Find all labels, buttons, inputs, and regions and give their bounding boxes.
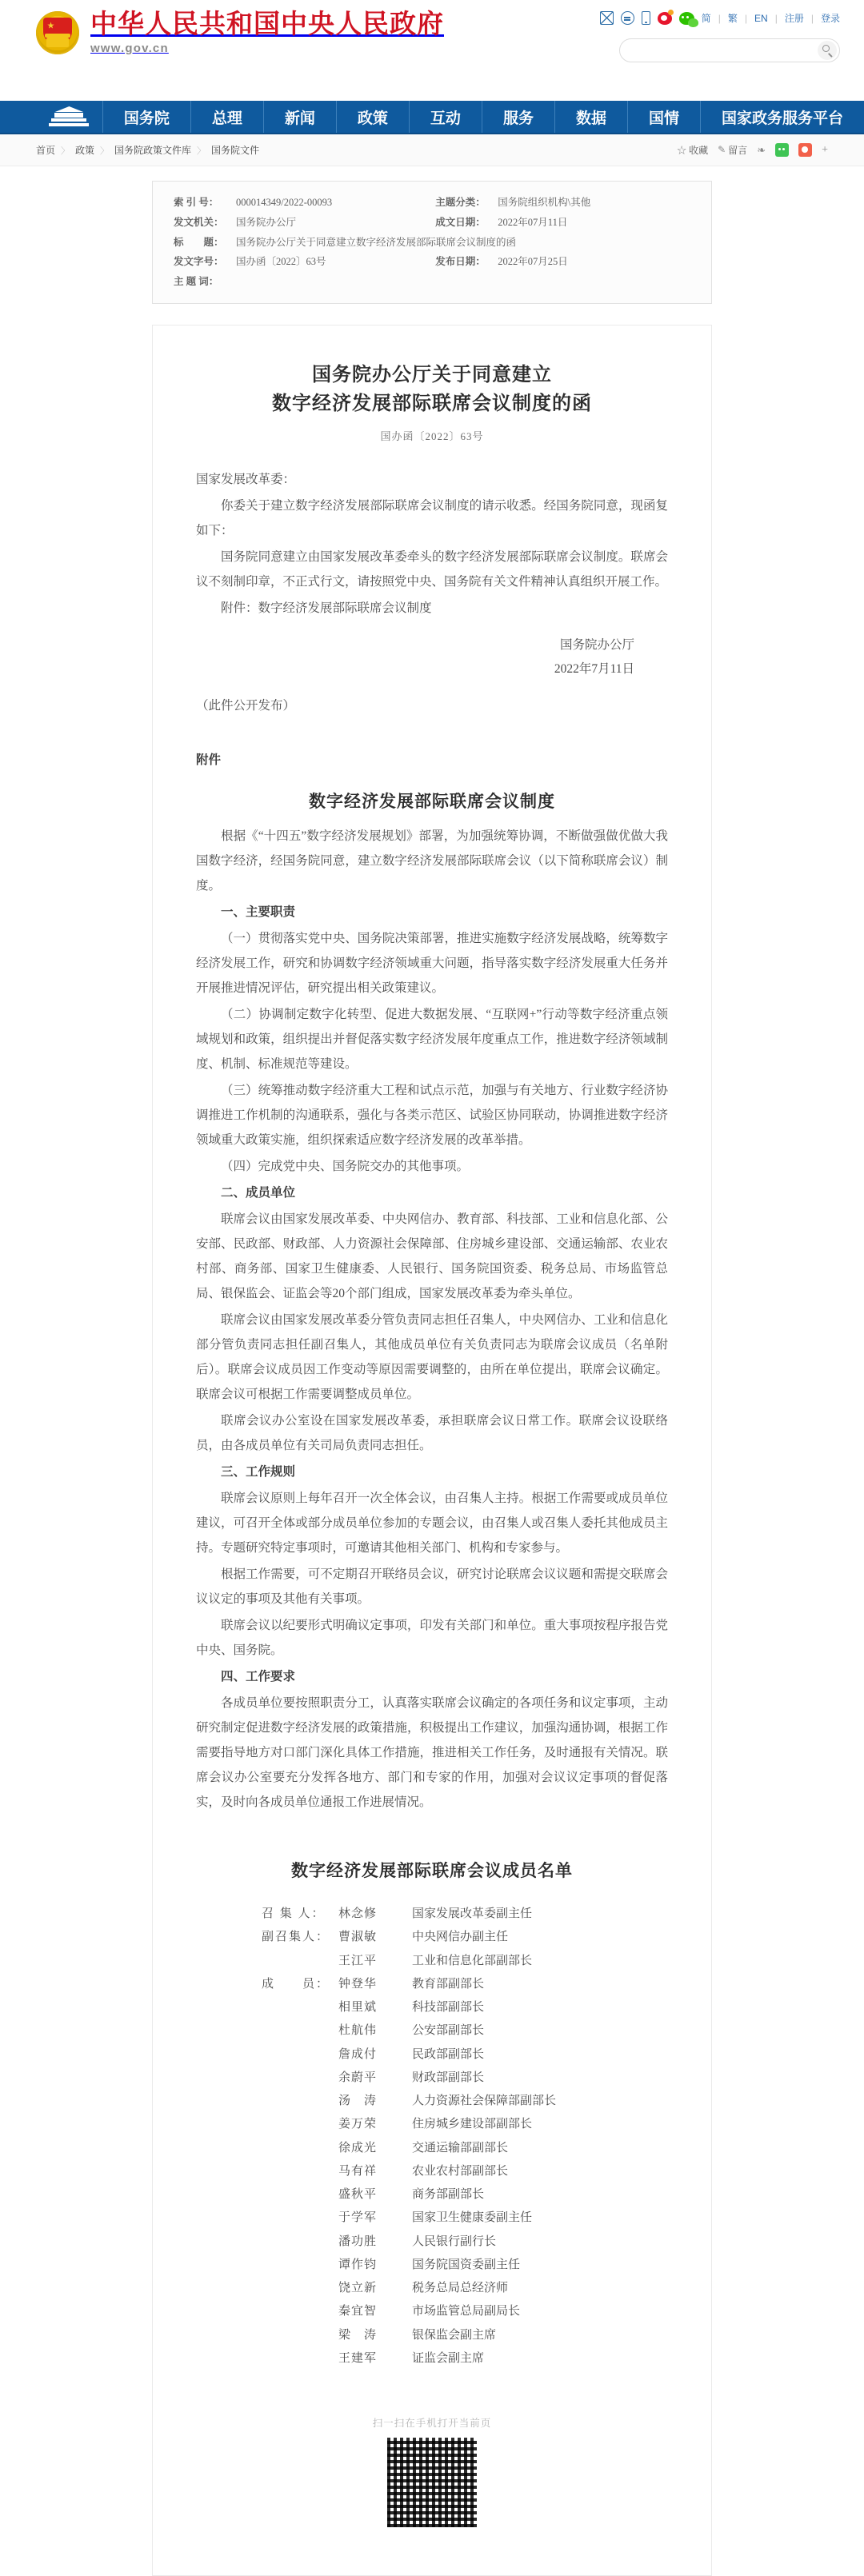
roster-role: 副召集人： (262, 1931, 330, 1944)
breadcrumb-item-policy[interactable]: 政策 (75, 145, 95, 156)
roster-post: 国家发展改革委副主任 (412, 1907, 533, 1921)
roster-name: 秦宜智 (338, 2305, 378, 2318)
roster-post: 国务院国资委副主任 (412, 2258, 521, 2271)
list-item (262, 2254, 668, 2277)
section-2-paragraph: 联席会议办公室设在国家发展改革委，承担联席会议日常工作。联席会议设联络员，由各成员单位有关司局负责同志担任。 (196, 1414, 668, 1453)
meta-value-doc-number: 国办函〔2022〕63号 (236, 256, 326, 268)
breadcrumb-separator: 〉 (100, 146, 110, 156)
section-1-paragraph: （二）协调制定数字化转型、促进大数据发展、“互联网+”行动等数字经济重点领域规划和政策，组织提出并督促落实数字经济发展年度重点工作，推进数字经济领域制度、机制、标准规范等建设。 (196, 1008, 668, 1072)
roster-role (262, 1996, 338, 2019)
meta-label-publish-date: 发布日期： (435, 256, 486, 268)
attachment-label: 附件 (196, 753, 222, 768)
roster-role (262, 2043, 338, 2067)
nav-item-guowuyuan[interactable]: 国务院 (103, 101, 191, 133)
qr-code-icon (387, 2438, 477, 2527)
wechat-icon[interactable] (679, 12, 694, 25)
roster-post: 交通运输部副部长 (412, 2141, 509, 2155)
roster-post: 住房城乡建设部副部长 (412, 2118, 533, 2131)
signer-name: 国务院办公厅 (559, 637, 634, 652)
meta-label-issuer: 发文机关： (174, 216, 224, 228)
roster-role (262, 2231, 338, 2254)
meta-label-category: 主题分类： (435, 197, 486, 208)
utility-separator: | (718, 12, 721, 24)
doc-title-line-1: 国务院办公厅关于同意建立 (312, 364, 552, 385)
nav-item-fuwu[interactable]: 服务 (482, 101, 555, 133)
site-domain: www.gov.cn (90, 41, 169, 55)
nav-item-shuju[interactable]: 数据 (555, 101, 628, 133)
roster-role: 召 集 人： (262, 1907, 326, 1921)
section-1-paragraph: （四）完成党中央、国务院交办的其他事项。 (221, 1160, 470, 1174)
site-logo[interactable] (36, 11, 444, 55)
roster-name: 谭作钧 (338, 2258, 378, 2271)
doc-recipient: 国家发展改革委： (196, 472, 296, 486)
star-icon: ☆ (677, 145, 687, 156)
utility-separator: | (774, 12, 778, 24)
doc-signature (196, 633, 668, 681)
attachment-intro: 根据《“十四五”数字经济发展规划》部署，为加强统筹协调，不断做强做优做大我国数字经济，经国务院同意，建立数字经济发展部际联席会议（以下简称联席会议）制度。 (196, 829, 668, 893)
section-heading-1: 一、主要职责 (221, 905, 296, 920)
meta-label-doc-number: 发文字号： (174, 256, 224, 268)
roster-post: 人民银行副行长 (412, 2235, 497, 2248)
breadcrumb-item-home[interactable]: 首页 (36, 145, 56, 156)
roster-post: 税务总局总经济师 (412, 2282, 509, 2295)
message-icon[interactable] (621, 11, 634, 25)
list-item (262, 1926, 668, 1949)
mail-icon[interactable] (600, 11, 614, 25)
breadcrumb-separator: 〉 (197, 146, 206, 156)
roster-role (262, 2019, 338, 2043)
tiananmen-gate-icon[interactable] (36, 101, 103, 133)
mobile-icon[interactable] (642, 11, 650, 25)
list-item (262, 2207, 668, 2230)
table-row (174, 252, 690, 272)
roster-name: 相里斌 (338, 2001, 378, 2015)
wechat-share-icon[interactable] (775, 143, 789, 157)
document-body (152, 325, 712, 2576)
list-item (262, 1996, 668, 2019)
site-header (0, 0, 864, 101)
signer-date: 2022年7月11日 (554, 661, 634, 676)
roster-title: 数字经济发展部际联席会议成员名单 (291, 1861, 573, 1881)
list-item (262, 2231, 668, 2254)
roster-list (196, 1903, 668, 2370)
meta-label-keywords: 主 题 词： (174, 276, 219, 287)
roster-post: 银保监会副主席 (412, 2328, 497, 2342)
lang-english-link[interactable]: EN (754, 12, 768, 24)
meta-value-publish-date: 2022年07月25日 (498, 256, 568, 268)
roster-name: 潘功胜 (338, 2235, 378, 2248)
roster-post: 财政部副部长 (412, 2071, 485, 2084)
roster-post: 教育部副部长 (412, 1977, 485, 1991)
roster-name: 盛秋平 (338, 2188, 378, 2202)
favorite-button[interactable] (677, 143, 708, 157)
page-title (196, 361, 668, 418)
section-heading-2: 二、成员单位 (221, 1186, 296, 1200)
breadcrumb (36, 143, 259, 157)
meta-value-keywords (236, 272, 690, 292)
weibo-icon[interactable] (658, 12, 672, 25)
roster-name: 王建军 (338, 2351, 378, 2365)
table-row (174, 193, 690, 213)
roster-role (262, 2324, 338, 2347)
comment-label: 留言 (728, 145, 748, 156)
attachment-title: 数字经济发展部际联席会议制度 (309, 792, 555, 812)
roster-name: 余蔚平 (338, 2071, 378, 2084)
roster-role (262, 2067, 338, 2090)
roster-role (262, 2113, 338, 2136)
comment-button[interactable] (718, 143, 747, 157)
list-item (262, 2137, 668, 2160)
doc-title-line-2: 数字经济发展部际联席会议制度的函 (272, 393, 592, 414)
meta-value-index: 000014349/2022-00093 (236, 197, 333, 208)
breadcrumb-bar (0, 134, 864, 166)
list-item (262, 2019, 668, 2043)
meta-label-written-date: 成文日期： (435, 216, 486, 228)
roster-name: 詹成付 (338, 2047, 378, 2061)
document-metadata (152, 181, 712, 304)
roster-name: 姜万荣 (338, 2118, 378, 2131)
list-item (262, 2183, 668, 2207)
breadcrumb-item-policy-library[interactable]: 国务院政策文件库 (114, 145, 192, 156)
breadcrumb-item-statecouncil-docs[interactable]: 国务院文件 (211, 145, 260, 156)
article-container (152, 181, 712, 2576)
metadata-table (174, 193, 690, 292)
section-3-paragraph: 联席会议原则上每年召开一次全体会议，由召集人主持。根据工作需要或成员单位建议，可召开全体或部分成员单位参加的专题会议，由召集人或召集人委托其他成员主持。专题研究特定事项时，可邀请其他相关部门、机构和专家参与。 (196, 1492, 668, 1556)
list-item (262, 2160, 668, 2183)
weibo-share-icon[interactable] (798, 143, 812, 157)
roster-role (262, 2277, 338, 2300)
table-row (174, 213, 690, 233)
list-item (262, 1973, 668, 1996)
table-row (174, 272, 690, 292)
roster-role: 成 员： (262, 1977, 330, 1991)
roster-post: 民政部副部长 (412, 2047, 485, 2061)
login-link[interactable]: 登录 (820, 13, 840, 24)
search-icon[interactable] (818, 41, 837, 60)
section-3-paragraph: 根据工作需要，可不定期召开联络员会议，研究讨论联席会议议题和需提交联席会议议定的事项及其他有关事项。 (196, 1568, 668, 1607)
roster-role (262, 2207, 338, 2230)
site-title: 中华人民共和国中央人民政府 (90, 10, 444, 39)
section-2-paragraph: 联席会议由国家发展改革委分管负责同志担任召集人，中央网信办、工业和信息化部分管负责同志担任副召集人，其他成员单位有关负责同志为联席会议成员（名单附后）。联席会议成员因工作变动等原因需要调整的，由所在单位提出，联席会议确定。联席会议可根据工作需要调整成员单位。 (196, 1313, 668, 1402)
section-3-paragraph: 联席会议以纪要形式明确议定事项，印发有关部门和单位。重大事项按程序报告党中央、国务院。 (196, 1619, 668, 1658)
roster-name: 汤 涛 (338, 2095, 378, 2108)
nav-item-xinwen[interactable]: 新闻 (264, 101, 337, 133)
roster-name: 林念修 (338, 1907, 378, 1921)
search-input[interactable] (619, 38, 840, 62)
roster-role (262, 2137, 338, 2160)
qr-footer (196, 2415, 668, 2527)
meta-value-category: 国务院组织机构\其他 (498, 197, 591, 208)
section-heading-3: 三、工作规则 (221, 1465, 296, 1480)
more-share-button[interactable]: + (822, 143, 828, 156)
roster-name: 王江平 (338, 1954, 378, 1967)
roster-post: 商务部副部长 (412, 2188, 485, 2202)
roster-name: 于学军 (338, 2211, 378, 2225)
doc-paragraph: 你委关于建立数字经济发展部际联席会议制度的请示收悉。经国务院同意，现函复如下： (196, 498, 668, 537)
roster-post: 国家卫生健康委副主任 (412, 2211, 533, 2225)
favorite-label: 收藏 (689, 145, 709, 156)
main-navigation (0, 101, 864, 134)
meta-value-issuer: 国务院办公厅 (236, 216, 297, 228)
roster-name: 徐成光 (338, 2141, 378, 2155)
roster-post: 工业和信息化部副部长 (412, 1954, 533, 1967)
page-content (0, 166, 864, 2576)
utility-separator: | (744, 12, 748, 24)
register-link[interactable]: 注册 (784, 13, 804, 24)
table-row (174, 233, 690, 253)
search-box (619, 38, 840, 62)
list-item (262, 1903, 668, 1926)
roster-name: 曹淑敏 (338, 1931, 378, 1944)
qr-caption: 扫一扫在手机打开当前页 (372, 2418, 492, 2430)
section-heading-4: 四、工作要求 (221, 1670, 296, 1684)
roster-role (262, 2090, 338, 2113)
roster-role (262, 2347, 338, 2370)
roster-post: 中央网信办副主任 (412, 1931, 509, 1944)
meta-label-index: 索 引 号： (174, 197, 219, 208)
roster-name: 钟登华 (338, 1977, 378, 1991)
breadcrumb-tools (677, 143, 828, 157)
share-icon[interactable]: ❧ (757, 143, 766, 156)
section-1-paragraph: （一）贯彻落实党中央、国务院决策部署，推进实施数字经济发展战略，统筹数字经济发展工作，研究和协调数字经济领域重大问题，指导落实数字经济发展重大任务并开展推进情况评估，研究提出相关政策建议。 (196, 932, 668, 996)
lang-traditional-link[interactable]: 繁 (727, 13, 738, 24)
list-item (262, 2347, 668, 2370)
meta-value-title: 国务院办公厅关于同意建立数字经济发展部际联席会议制度的函 (236, 236, 517, 248)
roster-name: 梁 涛 (338, 2328, 378, 2342)
section-2-paragraph: 联席会议由国家发展改革委、中央网信办、教育部、科技部、工业和信息化部、公安部、民政部、财政部、人力资源社会保障部、住房城乡建设部、交通运输部、农业农村部、商务部、国家卫生健康委、人民银行、国务院国资委、税务总局、市场监管总局、银保监会、证监会等20个部门组成，国家发展改革委为牵头单位。 (196, 1212, 668, 1301)
roster-post: 人力资源社会保障部副部长 (412, 2095, 557, 2108)
doc-attachment-line: 附件：数字经济发展部际联席会议制度 (221, 601, 432, 615)
roster-post: 证监会副主席 (412, 2351, 485, 2365)
lang-simplified-link[interactable]: 简 (701, 13, 711, 24)
roster-role (262, 2183, 338, 2207)
roster-name: 饶立新 (338, 2282, 378, 2295)
nav-item-guoqing[interactable]: 国情 (628, 101, 701, 133)
meta-value-written-date: 2022年07月11日 (498, 216, 568, 228)
section-1-paragraph: （三）统筹推动数字经济重大工程和试点示范，加强与有关地方、行业数字经济协调推进工作机制的沟通联系，强化与各类示范区、试验区协同联动，协调推进数字经济领域重大政策实施，组织探索适应数字经济发展的改革举措。 (196, 1084, 668, 1148)
roster-name: 杜航伟 (338, 2024, 378, 2038)
utility-separator: | (810, 12, 814, 24)
meta-label-title: 标 题： (174, 236, 224, 248)
doc-public-note: （此件公开发布） (196, 699, 296, 713)
list-item (262, 2277, 668, 2300)
nav-item-zhengwu-platform[interactable]: 国家政务服务平台 (721, 110, 843, 127)
nav-item-zongli[interactable]: 总理 (191, 101, 264, 133)
list-item (262, 2043, 668, 2067)
roster-name: 马有祥 (338, 2164, 378, 2178)
roster-role (262, 1950, 338, 1973)
breadcrumb-separator: 〉 (61, 146, 70, 156)
roster-role (262, 2160, 338, 2183)
roster-post: 科技部副部长 (412, 2001, 485, 2015)
roster-post: 市场监管总局副局长 (412, 2305, 521, 2318)
nav-item-zhengce[interactable]: 政策 (337, 101, 410, 133)
list-item (262, 1950, 668, 1973)
list-item (262, 2300, 668, 2323)
list-item (262, 2324, 668, 2347)
roster-post: 农业农村部副部长 (412, 2164, 509, 2178)
list-item (262, 2090, 668, 2113)
list-item (262, 2113, 668, 2136)
doc-paragraph: 国务院同意建立由国家发展改革委牵头的数字经济发展部际联席会议制度。联席会议不刻制印章，不正式行文，请按照党中央、国务院有关文件精神认真组织开展工作。 (196, 549, 668, 589)
roster-post: 公安部副部长 (412, 2024, 485, 2038)
utility-bar (600, 11, 840, 25)
section-4-paragraph: 各成员单位要按照职责分工，认真落实联席会议确定的各项任务和议定事项，主动研究制定促进数字经济发展的政策措施，积极提出工作建议，加强沟通协调，根据工作需要指导地方对口部门深化具体工作措施，推进相关工作任务，及时通报有关情况。联席会议办公室要充分发挥各地方、部门和专家的作用，加强对会议议定事项的督促落实，及时向各成员单位通报工作进展情况。 (196, 1696, 668, 1810)
national-emblem-icon: ★ (36, 11, 79, 54)
list-item (262, 2067, 668, 2090)
pen-icon: ✎ (718, 144, 726, 155)
doc-number: 国办函〔2022〕63号 (380, 429, 484, 442)
nav-item-hudong[interactable]: 互动 (410, 101, 482, 133)
roster-role (262, 2254, 338, 2277)
roster-role (262, 2300, 338, 2323)
